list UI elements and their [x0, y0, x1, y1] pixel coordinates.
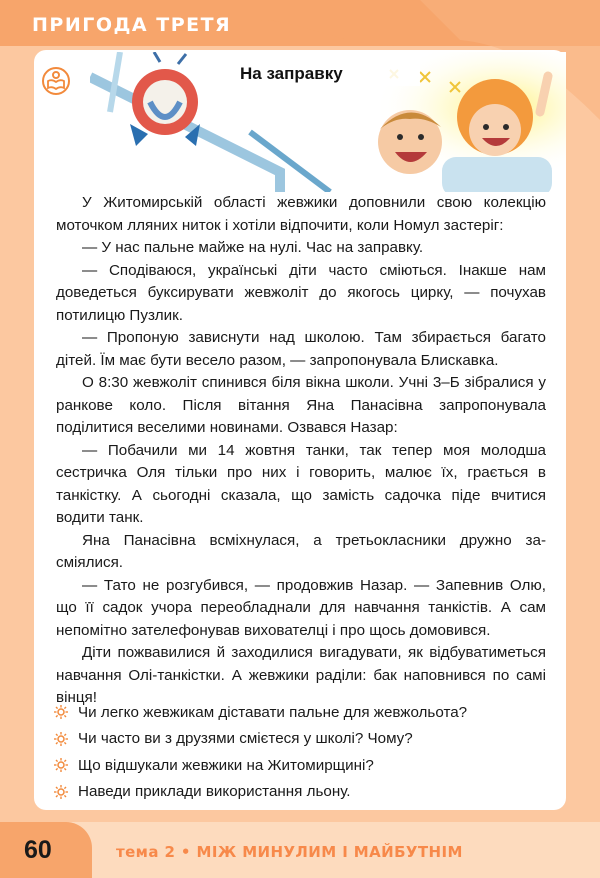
question-text: Чи часто ви з друзями смієтеся у школі? Чому?: [78, 730, 413, 748]
story-paragraph: — Пропоную зависнути над школою. Там збирається багато дітей. Їм має бути весело разом, — запропонувала Блискавка.: [56, 329, 546, 369]
story-paragraph: Яна Панасівна всміхнулася, а третьокласники дружно засміялися.: [56, 531, 546, 571]
question-text: Чи легко жевжикам діставати пальне для жевжольота?: [78, 703, 468, 721]
story-text: [56, 192, 546, 710]
sun-bullet-icon: [54, 785, 68, 799]
footer-topic: тема 2 • МІЖ МИНУЛИМ І МАЙБУТНІМ: [116, 843, 463, 861]
question-item: [54, 752, 554, 779]
question-text: Що відшукали жевжики на Житомирщині?: [78, 756, 374, 774]
questions-list: [54, 699, 554, 805]
story-paragraph: — Сподіваюся, українські діти часто сміються. Інакше нам доведеться буксирувати жевжоліт до якогось цирку, — почухав потилицю Пузлик.: [56, 261, 546, 324]
chapter-title: ПРИГОДА ТРЕТЯ: [32, 14, 232, 36]
reading-icon: [41, 66, 71, 96]
question-item: [54, 726, 554, 753]
sun-bullet-icon: [54, 732, 68, 746]
story-title: На заправку: [240, 64, 343, 83]
story-paragraph: — Побачили ми 14 жовтня танки, так тепер моя молодша сестричка Оля тільки про них і говорить, малює їх, грається в танкістку. А сьогодні сказала, що замість садочка піде вчитися водити танк.: [56, 441, 546, 526]
question-item: [54, 699, 554, 726]
sun-bullet-icon: [54, 705, 68, 719]
story-paragraph: — У нас пальне майже на нулі. Час на заправку.: [82, 239, 424, 256]
question-text: Наведи приклади використання льону.: [78, 783, 351, 801]
story-paragraph: О 8:30 жевжоліт спинився біля вікна школи. Учні 3–Б зібралися у ранкове коло. Після вітання Яна Панасівна запропонувала поділитися веселими новинами. Озвався Назар:: [56, 374, 546, 436]
page-number: 60: [24, 836, 52, 864]
story-paragraph: Діти пожвавилися й заходилися вигадувати, як відбуватиметься навчання Олі-танкістки. А жевжики раділи: бак наповнився по самі вінця!: [56, 644, 546, 706]
sun-bullet-icon: [54, 758, 68, 772]
story-paragraph: У Житомирській області жевжики доповнили свою колекцію моточком лляних ниток і хотіли відпочити, коли Номул застеріг:: [56, 194, 546, 234]
story-paragraph: — Тато не розгубився, — продовжив Назар. — Запевнив Олю, що її садок учора переобладнали для навчання танкістів. А сам непомітно зателефонував вихователці і про щось домовився.: [56, 576, 546, 639]
question-item: [54, 779, 554, 806]
